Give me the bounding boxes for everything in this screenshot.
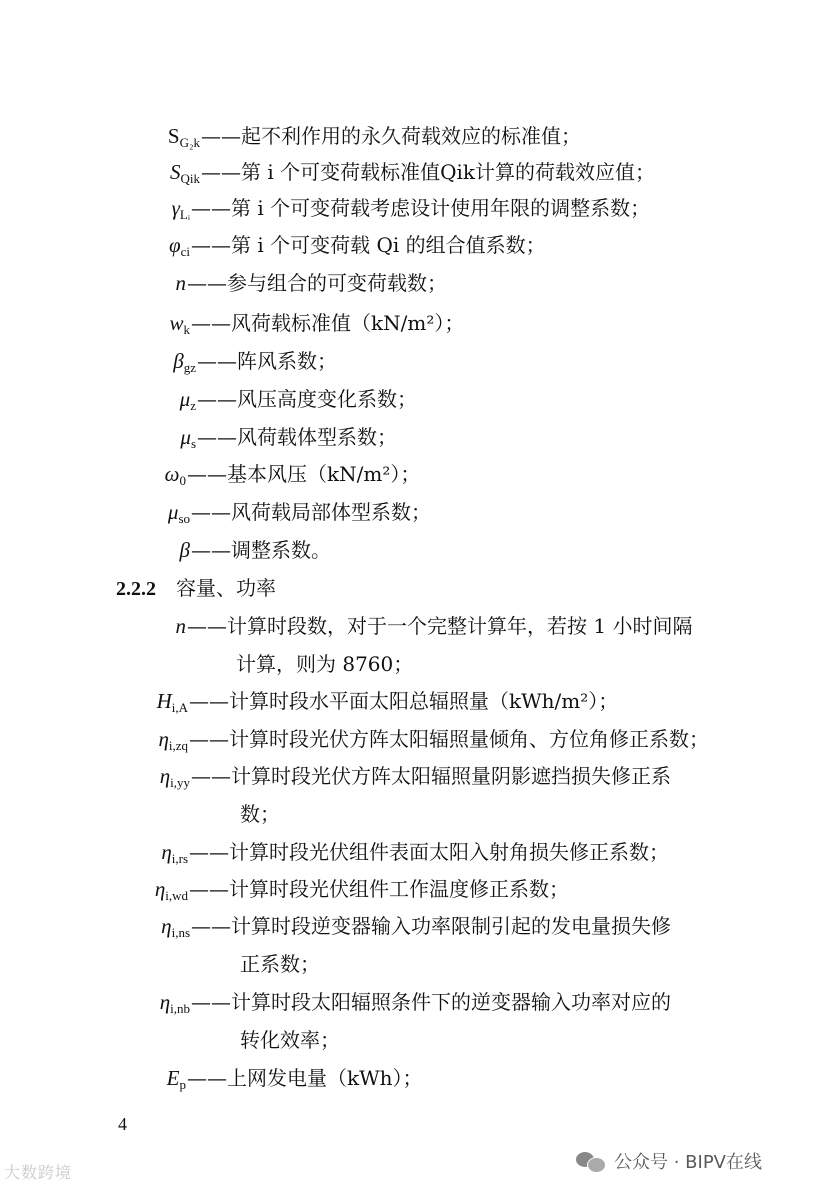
- def-symbol: $\eta_{i,wd}$: [154, 877, 188, 903]
- def-description: ——第 i 个可变荷载 Qi 的组合值系数；: [191, 233, 546, 257]
- def-description: ——计算时段光伏组件工作温度修正系数；: [189, 877, 569, 901]
- def-description: ——计算时段太阳辐照条件下的逆变器输入功率对应的: [191, 990, 671, 1014]
- def-symbol: $\omega_0$: [164, 462, 186, 488]
- def-description: ——风荷载体型系数；: [197, 425, 397, 449]
- def-symbol: $\varphi_{ci}$: [168, 233, 190, 259]
- corner-watermark: 大数跨境: [4, 1163, 73, 1182]
- def-continuation: 计算，则为 8760；: [236, 652, 414, 676]
- section-title: 容量、功率: [176, 576, 276, 600]
- def-continuation: 转化效率；: [240, 1028, 340, 1052]
- def-symbol: $\mu_s$: [180, 425, 196, 451]
- def-description: ——计算时段光伏方阵太阳辐照量阴影遮挡损失修正系: [191, 764, 671, 788]
- def-symbol: $\gamma_{Lᵢ}$: [171, 196, 190, 222]
- def-description: ——阵风系数；: [197, 349, 337, 373]
- def-symbol: β: [179, 538, 190, 562]
- def-symbol: $S_{G_2k}$: [167, 124, 200, 150]
- def-description: ——风荷载局部体型系数；: [191, 500, 431, 524]
- def-symbol: $\eta_{i,yy}$: [159, 764, 190, 790]
- def-description: ——第 i 个可变荷载标准值Qik计算的荷载效应值；: [201, 160, 656, 184]
- def-symbol: $\beta_{gz}$: [173, 349, 196, 375]
- def-symbol: $S_{Qik}$: [170, 160, 200, 186]
- def-description: ——参与组合的可变荷载数；: [187, 271, 447, 295]
- def-description: ——调整系数。: [191, 538, 331, 562]
- def-description: ——基本风压（kN/m²）；: [187, 462, 421, 486]
- watermark-text: 公众号 · BIPV在线: [614, 1152, 762, 1173]
- def-description: ——起不利作用的永久荷载效应的标准值；: [201, 124, 581, 148]
- def-description: ——风压高度变化系数；: [197, 387, 417, 411]
- def-symbol: $\eta_{i,rs}$: [161, 840, 188, 866]
- def-symbol: $\eta_{i,nb}$: [159, 990, 190, 1016]
- def-symbol: $\mu_{so}$: [167, 500, 190, 526]
- page-number: 4: [118, 1114, 127, 1134]
- def-description: ——计算时段水平面太阳总辐照量（kWh/m²）；: [189, 689, 619, 713]
- def-symbol: $\mu_z$: [179, 387, 196, 413]
- def-description: ——计算时段逆变器输入功率限制引起的发电量损失修: [191, 914, 671, 938]
- watermark: [576, 1148, 762, 1174]
- def-symbol: $H_{i,A}$: [156, 689, 188, 715]
- def-symbol: $E_p$: [166, 1066, 186, 1092]
- def-description: ——计算时段光伏方阵太阳辐照量倾角、方位角修正系数；: [189, 727, 709, 751]
- wechat-icon: [576, 1150, 606, 1172]
- def-symbol: $\eta_{i,zq}$: [158, 727, 188, 753]
- def-description: ——风荷载标准值（kN/m²）；: [191, 311, 465, 335]
- def-symbol: $\eta_{i,ns}$: [161, 914, 190, 940]
- def-description: ——计算时段数，对于一个完整计算年，若按 1 小时间隔: [187, 614, 693, 638]
- def-symbol: n: [175, 271, 186, 295]
- section-heading: [116, 576, 276, 601]
- def-description: ——上网发电量（kWh）；: [187, 1066, 423, 1090]
- def-continuation: 正系数；: [240, 952, 320, 976]
- def-description: ——第 i 个可变荷载考虑设计使用年限的调整系数；: [191, 196, 651, 220]
- def-symbol: $w_k$: [169, 311, 190, 337]
- def-continuation: 数；: [240, 802, 280, 826]
- def-description: ——计算时段光伏组件表面太阳入射角损失修正系数；: [189, 840, 669, 864]
- section-number: 2.2.2: [116, 578, 156, 600]
- def-symbol: n: [175, 614, 186, 638]
